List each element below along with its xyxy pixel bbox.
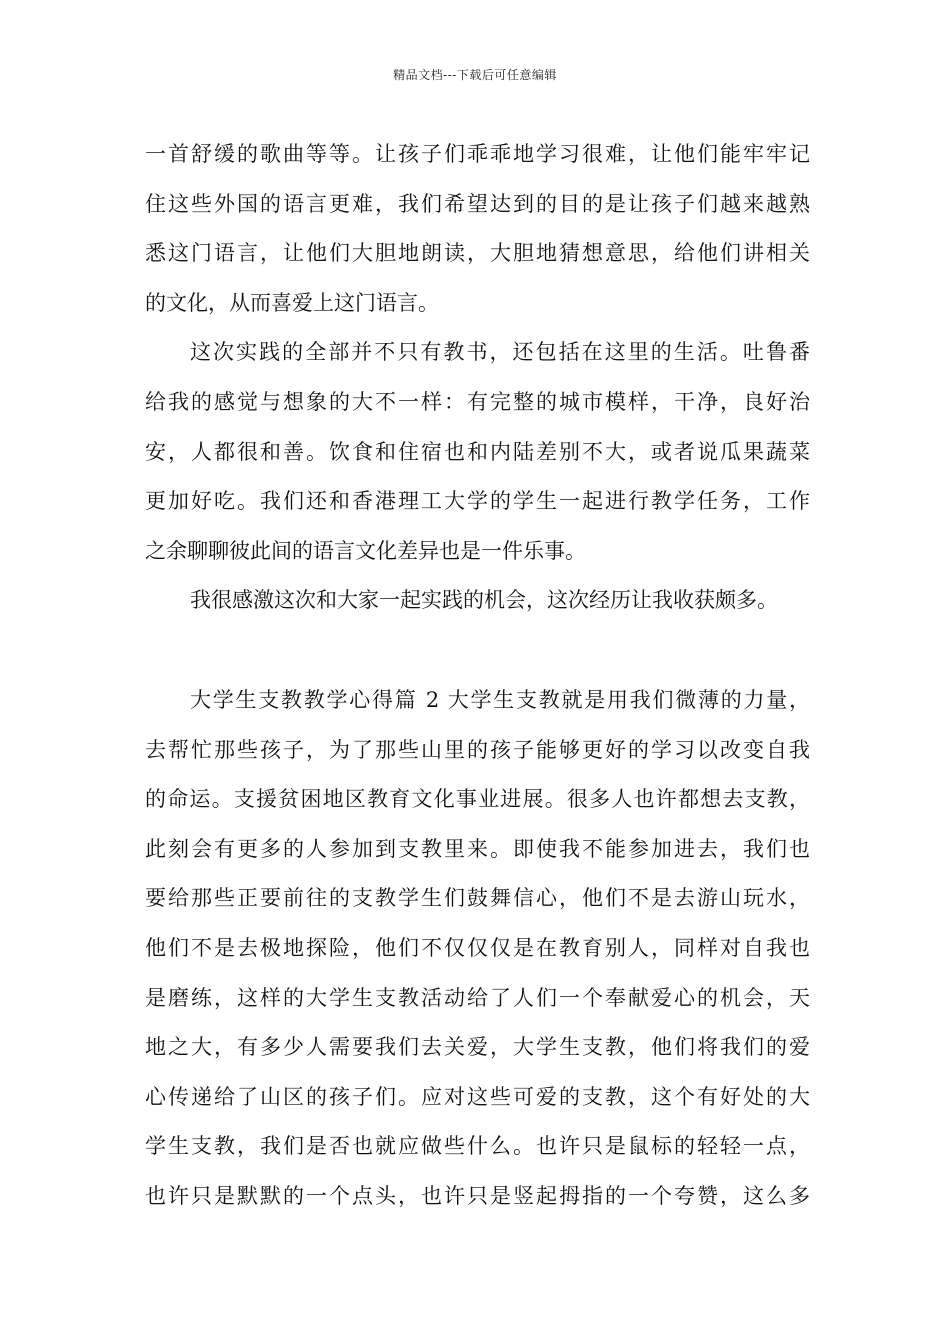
text-line: 住这些外国的语言更难，我们希望达到的目的是让孩子们越来越熟 xyxy=(145,191,810,216)
text-line: 给我的感觉与想象的大不一样：有完整的城市模样，干净，良好治 xyxy=(145,389,810,414)
text-line: 地之大，有多少人需要我们去关爱，大学生支教，他们将我们的爱 xyxy=(145,1035,810,1060)
text-line: 一首舒缓的歌曲等等。让孩子们乖乖地学习很难，让他们能牢牢记 xyxy=(145,142,810,166)
text-line: 的文化，从而喜爱上这门语言。 xyxy=(145,290,439,315)
text-line: 要给那些正要前往的支教学生们鼓舞信心，他们不是去游山玩水， xyxy=(145,886,810,911)
paragraph-1 xyxy=(145,130,810,328)
paragraph-4 xyxy=(145,676,810,1222)
text-line: 安，人都很和善。饮食和住宿也和内陆差别不大，或者说瓜果蔬菜 xyxy=(145,439,810,464)
document-body xyxy=(145,130,810,1221)
paragraph-3 xyxy=(145,576,810,626)
page-header: 精品文档---下载后可任意编辑 xyxy=(393,68,557,82)
text-line: 的命运。支援贫困地区教育文化事业进展。很多人也许都想去支教， xyxy=(145,787,810,812)
text-line: 是磨练，这样的大学生支教活动给了人们一个奉献爱心的机会，天 xyxy=(145,985,810,1010)
text-line: 他们不是去极地探险，他们不仅仅仅是在教育别人，同样对自我也 xyxy=(145,935,810,960)
text-line: 学生支教，我们是否也就应做些什么。也许只是鼠标的轻轻一点， xyxy=(145,1134,810,1159)
text-line: 也许只是默默的一个点头，也许只是竖起拇指的一个夸赞，这么多 xyxy=(145,1183,810,1208)
text-line: 我很感激这次和大家一起实践的机会，这次经历让我收获颇多。 xyxy=(190,588,778,613)
text-line: 这次实践的全部并不只有教书，还包括在这里的生活。吐鲁番 xyxy=(190,340,810,365)
text-line: 悉这门语言，让他们大胆地朗读，大胆地猜想意思，给他们讲相关 xyxy=(145,241,810,266)
text-line: 更加好吃。我们还和香港理工大学的学生一起进行教学任务，工作 xyxy=(145,489,810,514)
text-line: 大学生支教教学心得篇 2 大学生支教就是用我们微薄的力量， xyxy=(190,687,810,712)
text-line: 心传递给了山区的孩子们。应对这些可爱的支教，这个有好处的大 xyxy=(145,1084,810,1109)
text-line: 之余聊聊彼此间的语言文化差异也是一件乐事。 xyxy=(145,538,586,563)
text-line: 去帮忙那些孩子，为了那些山里的孩子能够更好的学习以改变自我 xyxy=(145,737,810,762)
paragraph-spacer xyxy=(145,626,810,676)
text-line: 此刻会有更多的人参加到支教里来。即使我不能参加进去，我们也 xyxy=(145,836,810,861)
paragraph-2 xyxy=(145,328,810,576)
